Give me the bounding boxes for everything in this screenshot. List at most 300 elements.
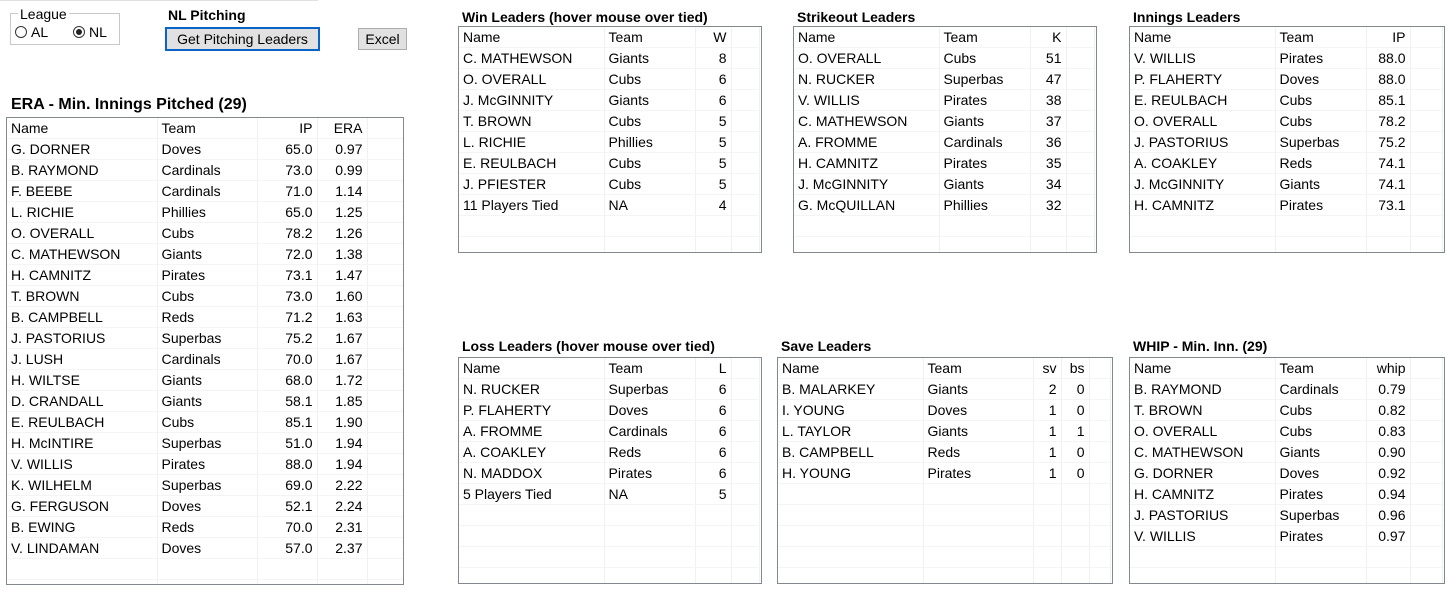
wins-col-team-header[interactable]: Team [604,27,695,48]
era-cell: 1.63 [317,307,367,328]
innings-cell: V. WILLIS [1130,48,1275,69]
era-col-team-header[interactable]: Team [157,118,257,139]
whip-cell [1410,463,1442,484]
innings-cell: Reds [1275,153,1366,174]
era-cell: 1.47 [317,265,367,286]
saves-cell [1033,505,1061,526]
era-cell: 71.2 [257,307,317,328]
era-row[interactable] [7,202,403,223]
era-cell [367,328,403,349]
saves-cell [1033,484,1061,505]
saves-col-sv-header[interactable]: sv [1033,358,1061,379]
wins-col-w-header[interactable]: W [695,27,731,48]
strikeouts-row[interactable] [794,132,1094,153]
era-cell: 1.67 [317,328,367,349]
era-cell: Superbas [157,433,257,454]
era-row[interactable] [7,454,403,475]
wins-row[interactable] [459,216,759,237]
era-cell: G. FERGUSON [7,496,157,517]
wins-cell: J. McGINNITY [459,90,604,111]
era-cell: Giants [157,370,257,391]
losses-cell: NA [604,484,695,505]
saves-row[interactable] [778,526,1110,547]
wins-row[interactable] [459,237,759,254]
era-cell: 57.0 [257,538,317,559]
era-cell: 1.26 [317,223,367,244]
innings-cell [1410,216,1442,237]
era-row[interactable] [7,538,403,559]
saves-cell [1089,484,1110,505]
innings-row[interactable] [1130,216,1442,237]
losses-cell: P. FLAHERTY [459,400,604,421]
strikeouts-cell [1030,237,1066,254]
wins-row[interactable] [459,153,759,174]
era-cell [317,580,367,586]
wins-cell: T. BROWN [459,111,604,132]
innings-cell: A. COAKLEY [1130,153,1275,174]
losses-header-row [459,358,759,379]
saves-row[interactable] [778,568,1110,585]
whip-cell: Superbas [1275,505,1366,526]
whip-title: WHIP - Min. Inn. (29) [1133,338,1268,354]
innings-row[interactable] [1130,174,1442,195]
era-cell: 0.99 [317,160,367,181]
saves-cell: 0 [1061,379,1089,400]
strikeouts-row[interactable] [794,90,1094,111]
era-cell: 1.94 [317,454,367,475]
strikeouts-cell: A. FROMME [794,132,939,153]
era-row[interactable] [7,349,403,370]
losses-cell: 5 [695,484,731,505]
losses-row[interactable] [459,379,759,400]
saves-cell: 0 [1061,400,1089,421]
era-row[interactable] [7,223,403,244]
innings-cell: 74.1 [1366,153,1410,174]
losses-table [459,358,760,584]
saves-cell: Reds [923,442,1033,463]
losses-row[interactable] [459,463,759,484]
innings-cell [1410,69,1442,90]
saves-row[interactable] [778,379,1110,400]
strikeouts-col-team-header[interactable]: Team [939,27,1030,48]
strikeouts-col-name-header[interactable]: Name [794,27,939,48]
whip-cell: B. RAYMOND [1130,379,1275,400]
innings-header-row [1130,27,1442,48]
wins-cell: 11 Players Tied [459,195,604,216]
saves-cell: B. CAMPBELL [778,442,923,463]
radio-al-circle[interactable] [15,26,27,38]
losses-cell [731,505,759,526]
strikeouts-header-row [794,27,1094,48]
whip-table [1130,358,1443,584]
strikeouts-cell [1030,216,1066,237]
losses-cell [731,400,759,421]
losses-col-name-header[interactable]: Name [459,358,604,379]
strikeouts-row[interactable] [794,174,1094,195]
era-cell: H. WILTSE [7,370,157,391]
saves-cell [778,547,923,568]
strikeouts-row[interactable] [794,48,1094,69]
era-cell: 1.85 [317,391,367,412]
saves-row[interactable] [778,400,1110,421]
losses-cell: 6 [695,379,731,400]
losses-row[interactable] [459,484,759,505]
saves-cell: 1 [1033,463,1061,484]
era-cell: B. RAYMOND [7,160,157,181]
saves-row[interactable] [778,421,1110,442]
strikeouts-col-k-header[interactable]: K [1030,27,1066,48]
strikeouts-cell: O. OVERALL [794,48,939,69]
era-cell [367,496,403,517]
wins-col-name-header[interactable]: Name [459,27,604,48]
saves-col-name-header[interactable]: Name [778,358,923,379]
league-radio-al[interactable] [15,24,48,40]
saves-cell [1061,505,1089,526]
era-cell: Reds [157,517,257,538]
losses-row[interactable] [459,421,759,442]
strikeouts-grid[interactable] [793,26,1097,253]
wins-cell: C. MATHEWSON [459,48,604,69]
era-cell [367,370,403,391]
era-row[interactable] [7,181,403,202]
era-row[interactable] [7,559,403,580]
saves-col-team-header[interactable]: Team [923,358,1033,379]
era-cell: Reds [157,307,257,328]
wins-cell: 5 [695,111,731,132]
innings-row[interactable] [1130,111,1442,132]
era-row[interactable] [7,517,403,538]
strikeouts-cell: 36 [1030,132,1066,153]
saves-table [778,358,1111,584]
wins-cell [695,237,731,254]
innings-cell: Doves [1275,69,1366,90]
whip-cell [1410,442,1442,463]
wins-grid[interactable] [458,26,762,253]
saves-cell [1061,568,1089,585]
innings-row[interactable] [1130,90,1442,111]
saves-cell: 1 [1033,400,1061,421]
whip-cell: 0.82 [1366,400,1410,421]
era-cell [367,181,403,202]
losses-row[interactable] [459,568,759,585]
whip-cell: Cubs [1275,400,1366,421]
whip-cell: 0.83 [1366,421,1410,442]
wins-row[interactable] [459,90,759,111]
strikeouts-row[interactable] [794,69,1094,90]
innings-col-name-header[interactable]: Name [1130,27,1275,48]
wins-cell: Giants [604,90,695,111]
radio-nl-circle[interactable] [73,26,85,38]
losses-title: Loss Leaders (hover mouse over tied) [462,338,715,354]
era-cell: 2.22 [317,475,367,496]
innings-col-ip-header[interactable]: IP [1366,27,1410,48]
era-cell: Doves [157,496,257,517]
wins-cell: Cubs [604,174,695,195]
era-col-name-header[interactable]: Name [7,118,157,139]
innings-grid[interactable] [1129,26,1445,253]
strikeouts-cell: J. McGINNITY [794,174,939,195]
era-row[interactable] [7,286,403,307]
era-row[interactable] [7,391,403,412]
whip-cell: H. CAMNITZ [1130,484,1275,505]
whip-col-filler-header [1410,358,1442,379]
wins-cell: 6 [695,90,731,111]
strikeouts-cell: Superbas [939,69,1030,90]
era-cell [367,160,403,181]
whip-cell [1130,568,1275,585]
era-cell: J. PASTORIUS [7,328,157,349]
innings-cell: 88.0 [1366,48,1410,69]
saves-title: Save Leaders [781,338,872,354]
saves-cell [1089,526,1110,547]
era-row[interactable] [7,580,403,586]
losses-cell [459,568,604,585]
era-cell: Giants [157,244,257,265]
losses-cell: Superbas [604,379,695,400]
era-cell: V. WILLIS [7,454,157,475]
strikeouts-row[interactable] [794,111,1094,132]
saves-cell: 2 [1033,379,1061,400]
wins-cell [695,216,731,237]
strikeouts-title: Strikeout Leaders [797,9,916,25]
losses-grid[interactable] [458,357,762,584]
era-cell [367,559,403,580]
era-cell: Pirates [157,454,257,475]
saves-row[interactable] [778,484,1110,505]
saves-grid[interactable] [777,357,1113,584]
innings-cell [1410,132,1442,153]
innings-row[interactable] [1130,195,1442,216]
losses-cell [459,526,604,547]
saves-cell [778,526,923,547]
wins-row[interactable] [459,174,759,195]
losses-row[interactable] [459,442,759,463]
innings-row[interactable] [1130,132,1442,153]
wins-table [459,27,760,253]
era-cell [157,559,257,580]
saves-cell [1089,421,1110,442]
whip-row[interactable] [1130,463,1442,484]
wins-cell [731,48,759,69]
saves-cell [1061,526,1089,547]
era-cell: B. EWING [7,517,157,538]
whip-cell: J. PASTORIUS [1130,505,1275,526]
strikeouts-row[interactable] [794,195,1094,216]
era-row[interactable] [7,139,403,160]
era-cell: Pirates [157,265,257,286]
wins-cell: Cubs [604,69,695,90]
saves-cell [778,505,923,526]
innings-col-team-header[interactable]: Team [1275,27,1366,48]
strikeouts-cell [1066,111,1094,132]
saves-cell: Pirates [923,463,1033,484]
whip-row[interactable] [1130,379,1442,400]
strikeouts-cell: C. MATHEWSON [794,111,939,132]
era-row[interactable] [7,496,403,517]
wins-cell [604,216,695,237]
losses-cell [731,463,759,484]
whip-row[interactable] [1130,526,1442,547]
losses-cell: Reds [604,442,695,463]
innings-cell: Superbas [1275,132,1366,153]
whip-row[interactable] [1130,484,1442,505]
saves-row[interactable] [778,463,1110,484]
era-cell: 2.31 [317,517,367,538]
strikeouts-cell [1066,153,1094,174]
innings-cell: 73.1 [1366,195,1410,216]
whip-cell: Pirates [1275,484,1366,505]
innings-cell: Cubs [1275,111,1366,132]
era-row[interactable] [7,265,403,286]
era-cell: V. LINDAMAN [7,538,157,559]
losses-cell [731,442,759,463]
era-row[interactable] [7,244,403,265]
losses-row[interactable] [459,526,759,547]
innings-cell [1410,237,1442,254]
whip-row[interactable] [1130,547,1442,568]
losses-row[interactable] [459,400,759,421]
era-cell [367,307,403,328]
wins-row[interactable] [459,69,759,90]
wins-row[interactable] [459,48,759,69]
era-cell: 72.0 [257,244,317,265]
wins-row[interactable] [459,111,759,132]
era-cell: G. DORNER [7,139,157,160]
era-col-ip-header[interactable]: IP [257,118,317,139]
whip-grid[interactable] [1129,357,1445,584]
saves-cell: Giants [923,421,1033,442]
era-row[interactable] [7,160,403,181]
whip-col-whip-header[interactable]: whip [1366,358,1410,379]
losses-cell: 6 [695,400,731,421]
losses-col-team-header[interactable]: Team [604,358,695,379]
losses-cell [695,568,731,585]
wins-cell: O. OVERALL [459,69,604,90]
whip-col-name-header[interactable]: Name [1130,358,1275,379]
era-row[interactable] [7,307,403,328]
wins-header-row [459,27,759,48]
innings-row[interactable] [1130,48,1442,69]
strikeouts-cell: 51 [1030,48,1066,69]
saves-row[interactable] [778,547,1110,568]
era-cell [367,349,403,370]
saves-row[interactable] [778,442,1110,463]
innings-row[interactable] [1130,69,1442,90]
wins-cell [731,174,759,195]
whip-row[interactable] [1130,421,1442,442]
whip-cell [1130,547,1275,568]
saves-row[interactable] [778,505,1110,526]
wins-cell [731,237,759,254]
whip-row[interactable] [1130,568,1442,585]
era-cell: T. BROWN [7,286,157,307]
saves-cell [1089,547,1110,568]
wins-cell: 5 [695,174,731,195]
losses-cell [604,547,695,568]
league-radio-nl[interactable] [73,24,107,40]
innings-cell [1275,216,1366,237]
losses-row[interactable] [459,547,759,568]
era-row[interactable] [7,475,403,496]
wins-cell: 6 [695,69,731,90]
wins-row[interactable] [459,132,759,153]
era-cell: D. CRANDALL [7,391,157,412]
era-cell: 1.25 [317,202,367,223]
innings-cell [1410,111,1442,132]
era-cell: Doves [157,139,257,160]
strikeouts-row[interactable] [794,216,1094,237]
era-row[interactable] [7,412,403,433]
wins-cell: 5 [695,153,731,174]
wins-cell: Giants [604,48,695,69]
whip-row[interactable] [1130,442,1442,463]
whip-cell [1410,421,1442,442]
strikeouts-row[interactable] [794,153,1094,174]
strikeouts-cell: H. CAMNITZ [794,153,939,174]
era-cell: 2.24 [317,496,367,517]
innings-cell [1410,195,1442,216]
era-cell: 0.97 [317,139,367,160]
era-cell: 52.1 [257,496,317,517]
losses-cell: 6 [695,463,731,484]
innings-cell [1410,153,1442,174]
get-pitching-leaders-button[interactable]: Get Pitching Leaders [165,27,320,51]
wins-cell [731,195,759,216]
whip-cell [1366,547,1410,568]
losses-cell [604,568,695,585]
saves-header-row [778,358,1110,379]
losses-col-l-header[interactable]: L [695,358,731,379]
era-cell [367,517,403,538]
whip-cell: G. DORNER [1130,463,1275,484]
losses-cell [604,526,695,547]
strikeouts-row[interactable] [794,237,1094,254]
whip-cell: 0.79 [1366,379,1410,400]
excel-button[interactable]: Excel [358,28,407,50]
era-cell: 1.38 [317,244,367,265]
era-cell [257,559,317,580]
wins-cell [731,69,759,90]
whip-cell: Pirates [1275,526,1366,547]
saves-col-bs-header[interactable]: bs [1061,358,1089,379]
strikeouts-cell: Cubs [939,48,1030,69]
era-row[interactable] [7,370,403,391]
era-grid[interactable] [6,117,404,585]
era-col-era-header[interactable]: ERA [317,118,367,139]
era-cell: Cubs [157,412,257,433]
whip-cell: Cubs [1275,421,1366,442]
whip-row[interactable] [1130,505,1442,526]
losses-cell [731,421,759,442]
saves-cell [1061,547,1089,568]
saves-cell [923,568,1033,585]
whip-cell: 0.92 [1366,463,1410,484]
innings-row[interactable] [1130,153,1442,174]
losses-cell [459,505,604,526]
innings-cell: Giants [1275,174,1366,195]
saves-cell [778,484,923,505]
losses-cell: 6 [695,421,731,442]
era-cell: 88.0 [257,454,317,475]
era-row[interactable] [7,433,403,454]
saves-cell: L. TAYLOR [778,421,923,442]
wins-row[interactable] [459,195,759,216]
innings-row[interactable] [1130,237,1442,254]
whip-row[interactable] [1130,400,1442,421]
losses-row[interactable] [459,505,759,526]
whip-col-team-header[interactable]: Team [1275,358,1366,379]
era-row[interactable] [7,328,403,349]
